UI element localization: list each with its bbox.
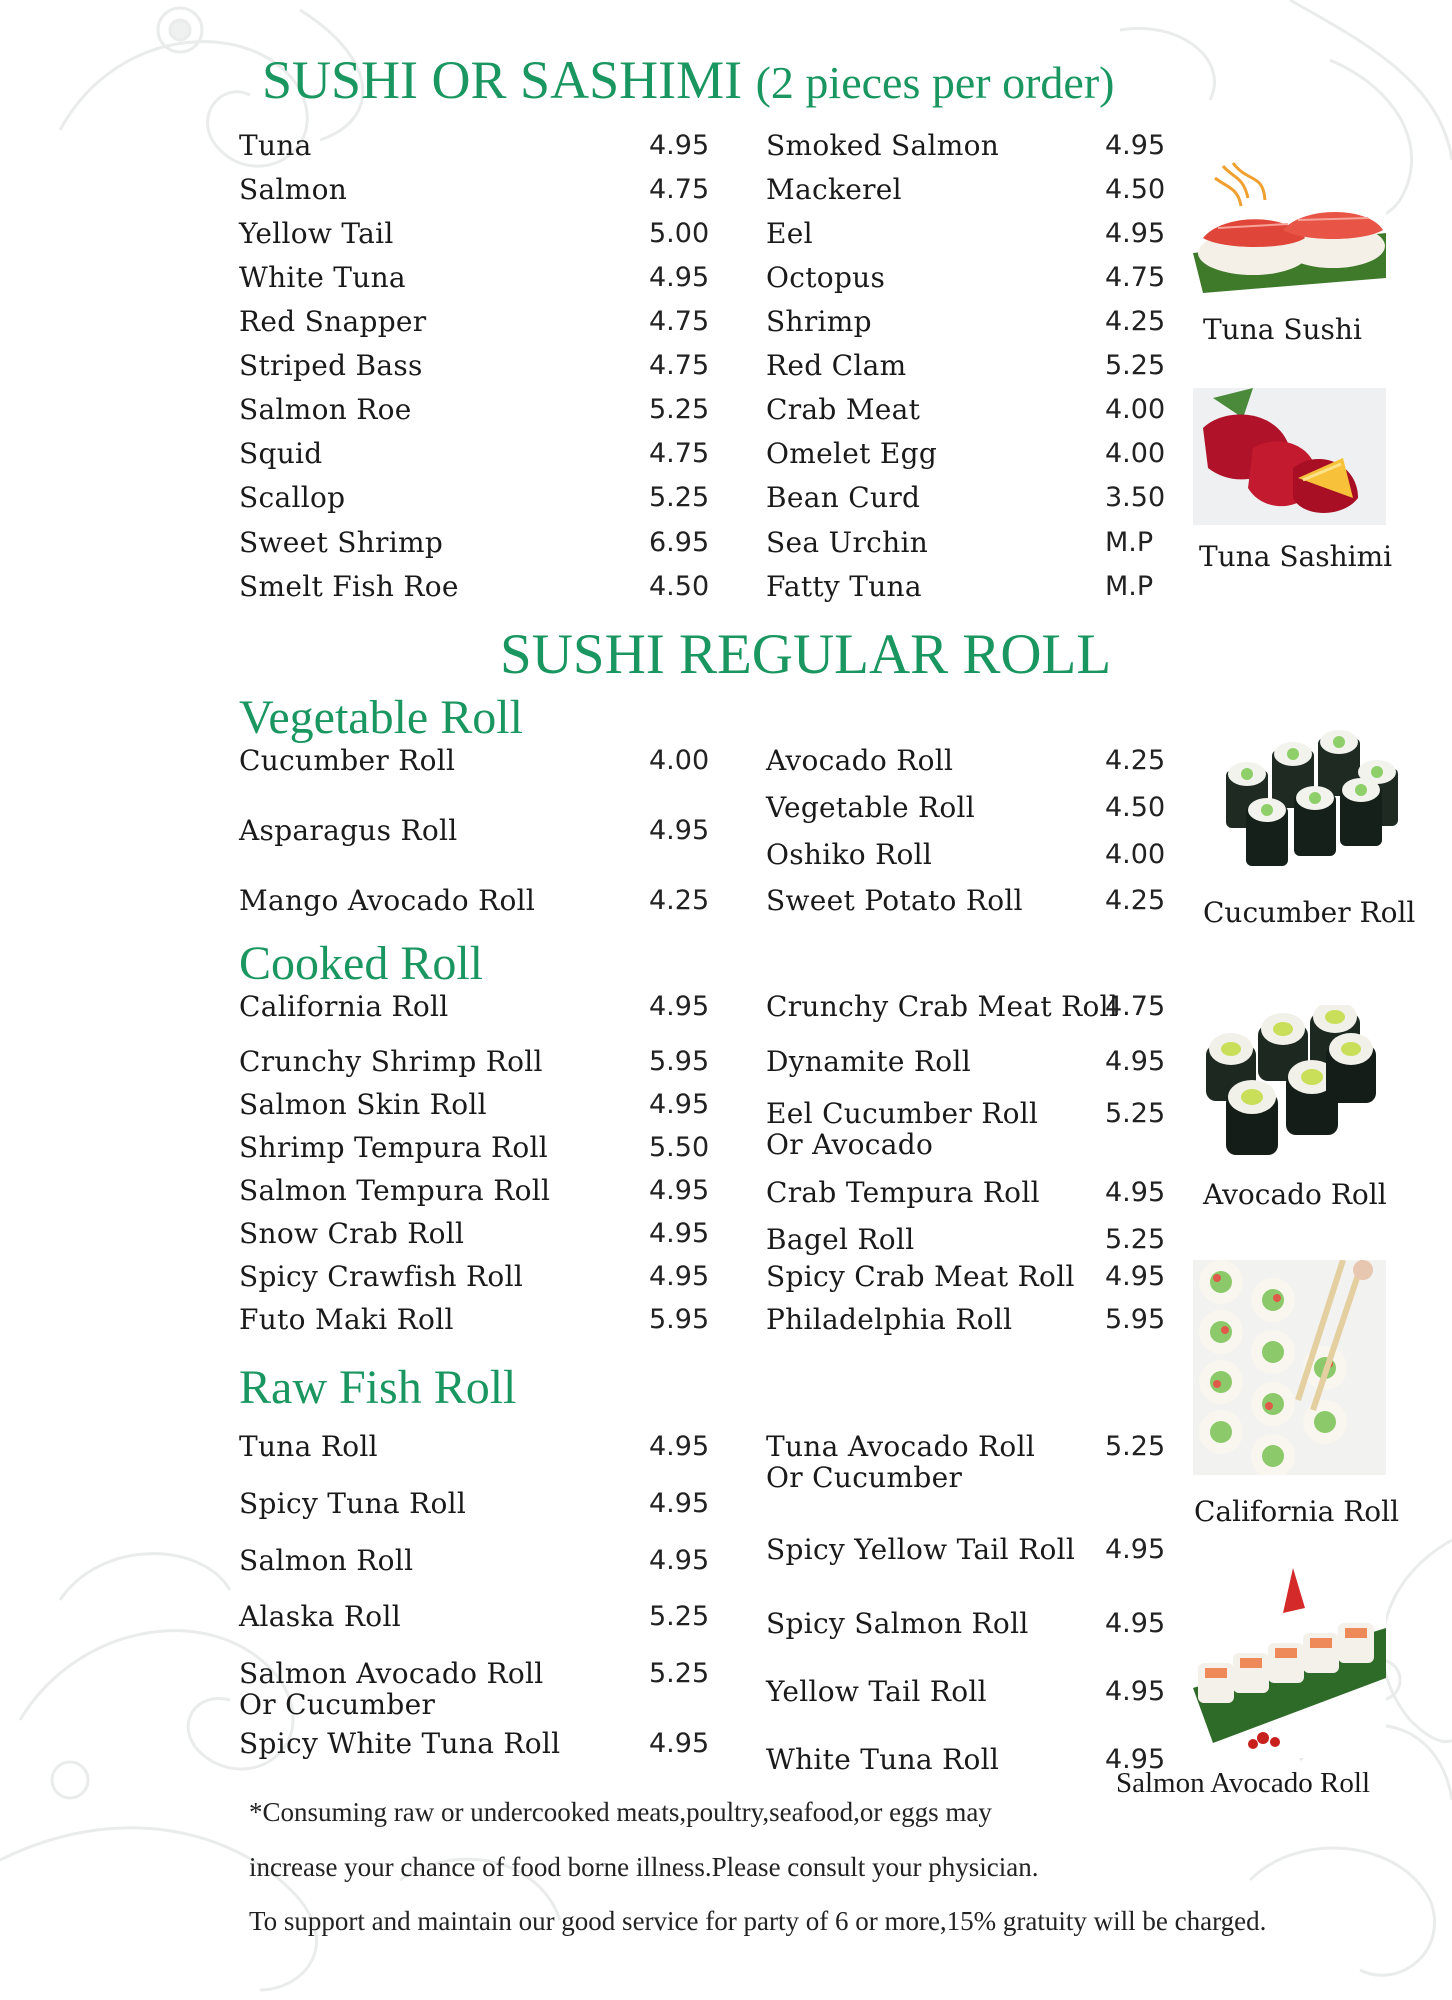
menu-item-name: Philadelphia Roll <box>766 1303 1013 1336</box>
menu-item-name: Sweet Shrimp <box>239 526 444 559</box>
menu-item-name: Oshiko Roll <box>766 838 933 871</box>
menu-item-name: Bean Curd <box>766 481 921 514</box>
tuna-sashimi-image-icon <box>1193 388 1386 525</box>
menu-item-name: Futo Maki Roll <box>239 1303 454 1336</box>
menu-item-name: Red Clam <box>766 349 907 382</box>
menu-item-price: 4.95 <box>1105 1744 1166 1775</box>
menu-item-price: 5.25 <box>1105 350 1166 381</box>
menu-item-price: 4.95 <box>1105 1177 1166 1208</box>
menu-item-price: 5.25 <box>1105 1098 1166 1129</box>
menu-item-name: White Tuna <box>239 261 406 294</box>
menu-item-price: 4.50 <box>1105 792 1166 823</box>
menu-item-name: Dynamite Roll <box>766 1045 971 1078</box>
menu-item-price: 4.95 <box>1105 1046 1166 1077</box>
menu-item-name: Eel <box>766 217 813 250</box>
menu-item-name: Salmon <box>239 173 348 206</box>
menu-item-price: M.P <box>1105 527 1154 558</box>
menu-item-name: Tuna <box>239 129 312 162</box>
menu-item-price: 4.25 <box>649 885 710 916</box>
menu-item-name: Crab Tempura Roll <box>766 1176 1040 1209</box>
menu-item-name: Fatty Tuna <box>766 570 922 603</box>
menu-item-price: 4.75 <box>649 174 710 205</box>
menu-item-price: 4.95 <box>1105 218 1166 249</box>
menu-item-name: Smoked Salmon <box>766 129 1000 162</box>
menu-item-price: 4.95 <box>1105 1261 1166 1292</box>
title-sub: (2 pieces per order) <box>755 57 1115 108</box>
menu-item-price: 3.50 <box>1105 482 1166 513</box>
menu-item-name: White Tuna Roll <box>766 1743 1000 1776</box>
avocado-roll-image-icon <box>1196 1005 1381 1165</box>
menu-item-price: 5.95 <box>649 1304 710 1335</box>
menu-item-name: Eel Cucumber Roll <box>766 1097 1039 1130</box>
menu-item-name: Yellow Tail <box>239 217 394 250</box>
photo-california-roll <box>1193 1260 1386 1475</box>
california-roll-image-icon <box>1193 1260 1386 1475</box>
menu-item-name: Tuna Roll <box>239 1430 378 1463</box>
menu-item-name: Asparagus Roll <box>239 814 458 847</box>
menu-item-price: M.P <box>1105 571 1154 602</box>
menu-item-name: Vegetable Roll <box>766 791 976 824</box>
caption-cucumber-roll: Cucumber Roll <box>1203 896 1416 929</box>
menu-item-name: Sea Urchin <box>766 526 929 559</box>
menu-item-name: Shrimp Tempura Roll <box>239 1131 549 1164</box>
menu-item-name: Salmon Avocado Roll <box>239 1657 544 1690</box>
menu-item-price: 4.95 <box>649 1089 710 1120</box>
menu-item-name: Cucumber Roll <box>239 744 456 777</box>
menu-item-price: 4.95 <box>649 991 710 1022</box>
menu-item-price: 4.00 <box>1105 438 1166 469</box>
menu-item-name: Crab Meat <box>766 393 921 426</box>
menu-item-name: Spicy Tuna Roll <box>239 1487 467 1520</box>
menu-item-price: 5.25 <box>649 482 710 513</box>
caption-california-roll: California Roll <box>1194 1495 1400 1528</box>
footer-disclaimer-line2: increase your chance of food borne illness.Please consult your physician. <box>249 1852 1039 1882</box>
menu-item-name: California Roll <box>239 990 449 1023</box>
menu-item-price: 4.95 <box>1105 1676 1166 1707</box>
menu-item-price: 4.95 <box>649 1545 710 1576</box>
menu-item-name-continued: Or Cucumber <box>239 1688 436 1721</box>
menu-item-name: Bagel Roll <box>766 1223 915 1256</box>
menu-item-price: 4.95 <box>649 1175 710 1206</box>
photo-tuna-sashimi <box>1193 388 1386 525</box>
menu-item-price: 4.25 <box>1105 885 1166 916</box>
subsection-title-cooked-roll: Cooked Roll <box>239 937 484 990</box>
menu-item-name: Yellow Tail Roll <box>766 1675 987 1708</box>
menu-item-price: 4.50 <box>1105 174 1166 205</box>
menu-item-name: Salmon Roll <box>239 1544 414 1577</box>
menu-item-price: 4.95 <box>649 1431 710 1462</box>
menu-item-price: 4.95 <box>1105 130 1166 161</box>
menu-item-price: 4.95 <box>649 262 710 293</box>
title-main: SUSHI OR SASHIMI <box>262 50 743 110</box>
menu-item-price: 5.25 <box>649 1658 710 1689</box>
menu-item-price: 4.95 <box>649 130 710 161</box>
menu-item-name: Salmon Roe <box>239 393 412 426</box>
menu-item-price: 4.25 <box>1105 745 1166 776</box>
menu-item-name: Snow Crab Roll <box>239 1217 465 1250</box>
footer-gratuity-note: To support and maintain our good service for party of 6 or more,15% gratuity will be charged. <box>249 1906 1267 1936</box>
menu-item-name: Crunchy Shrimp Roll <box>239 1045 543 1078</box>
section-title-sushi-sashimi <box>262 48 1114 115</box>
menu-item-name: Spicy Salmon Roll <box>766 1607 1029 1640</box>
menu-item-price: 4.50 <box>649 571 710 602</box>
menu-item-price: 4.75 <box>649 438 710 469</box>
menu-item-name-continued: Or Cucumber <box>766 1461 963 1494</box>
menu-item-price: 5.50 <box>649 1132 710 1163</box>
menu-item-name: Squid <box>239 437 323 470</box>
menu-item-name: Tuna Avocado Roll <box>766 1430 1036 1463</box>
photo-tuna-sushi <box>1193 158 1386 298</box>
menu-item-price: 4.75 <box>649 306 710 337</box>
caption-salmon-avocado-roll: Salmon Avocado Roll <box>1116 1767 1371 1799</box>
subsection-title-raw-fish-roll: Raw Fish Roll <box>239 1361 517 1414</box>
menu-item-price: 4.95 <box>1105 1534 1166 1565</box>
menu-item-price: 4.75 <box>1105 991 1166 1022</box>
tuna-sushi-image-icon <box>1193 158 1386 298</box>
menu-item-name: Red Snapper <box>239 305 427 338</box>
cucumber-roll-image-icon <box>1206 730 1414 880</box>
menu-item-price: 5.95 <box>1105 1304 1166 1335</box>
menu-item-name: Sweet Potato Roll <box>766 884 1023 917</box>
menu-item-price: 4.75 <box>1105 262 1166 293</box>
menu-item-price: 4.95 <box>649 815 710 846</box>
caption-tuna-sashimi: Tuna Sashimi <box>1199 540 1393 573</box>
menu-item-price: 5.25 <box>649 1601 710 1632</box>
subsection-title-vegetable-roll: Vegetable Roll <box>239 691 523 744</box>
photo-avocado-roll <box>1196 1005 1381 1165</box>
menu-item-price: 4.95 <box>649 1728 710 1759</box>
menu-item-price: 4.00 <box>1105 394 1166 425</box>
footer-disclaimer-line1: *Consuming raw or undercooked meats,poultry,seafood,or eggs may <box>249 1797 992 1827</box>
menu-item-name: Avocado Roll <box>766 744 954 777</box>
menu-item-name: Salmon Skin Roll <box>239 1088 487 1121</box>
menu-item-price: 5.25 <box>649 394 710 425</box>
menu-item-price: 4.95 <box>1105 1608 1166 1639</box>
menu-item-name: Crunchy Crab Meat Roll <box>766 990 1119 1023</box>
menu-item-name: Spicy Crawfish Roll <box>239 1260 524 1293</box>
caption-tuna-sushi: Tuna Sushi <box>1203 313 1362 346</box>
menu-item-price: 5.25 <box>1105 1224 1166 1255</box>
menu-item-price: 5.25 <box>1105 1431 1166 1462</box>
menu-item-name: Alaska Roll <box>239 1600 401 1633</box>
menu-item-price: 4.75 <box>649 350 710 381</box>
menu-item-price: 4.95 <box>649 1488 710 1519</box>
menu-item-price: 4.00 <box>1105 839 1166 870</box>
menu-item-price: 4.25 <box>1105 306 1166 337</box>
menu-item-price: 5.95 <box>649 1046 710 1077</box>
salmon-avocado-roll-image-icon <box>1193 1568 1386 1758</box>
menu-item-price: 4.95 <box>649 1218 710 1249</box>
menu-item-name: Spicy White Tuna Roll <box>239 1727 561 1760</box>
menu-item-name: Striped Bass <box>239 349 423 382</box>
menu-item-name: Salmon Tempura Roll <box>239 1174 551 1207</box>
menu-item-name: Scallop <box>239 481 346 514</box>
menu-item-name: Mackerel <box>766 173 902 206</box>
menu-item-price: 4.00 <box>649 745 710 776</box>
photo-salmon-avocado-roll <box>1193 1568 1386 1758</box>
menu-item-name: Shrimp <box>766 305 872 338</box>
menu-item-price: 4.95 <box>649 1261 710 1292</box>
caption-avocado-roll: Avocado Roll <box>1203 1178 1387 1211</box>
menu-item-price: 5.00 <box>649 218 710 249</box>
section-title-regular-roll: SUSHI REGULAR ROLL <box>500 623 1112 686</box>
menu-item-name: Omelet Egg <box>766 437 938 470</box>
menu-item-name: Spicy Yellow Tail Roll <box>766 1533 1076 1566</box>
menu-item-name-continued: Or Avocado <box>766 1128 934 1161</box>
menu-item-name: Octopus <box>766 261 886 294</box>
menu-item-name: Spicy Crab Meat Roll <box>766 1260 1075 1293</box>
menu-item-price: 6.95 <box>649 527 710 558</box>
menu-item-name: Mango Avocado Roll <box>239 884 536 917</box>
menu-item-name: Smelt Fish Roe <box>239 570 459 603</box>
photo-cucumber-roll <box>1206 730 1414 880</box>
